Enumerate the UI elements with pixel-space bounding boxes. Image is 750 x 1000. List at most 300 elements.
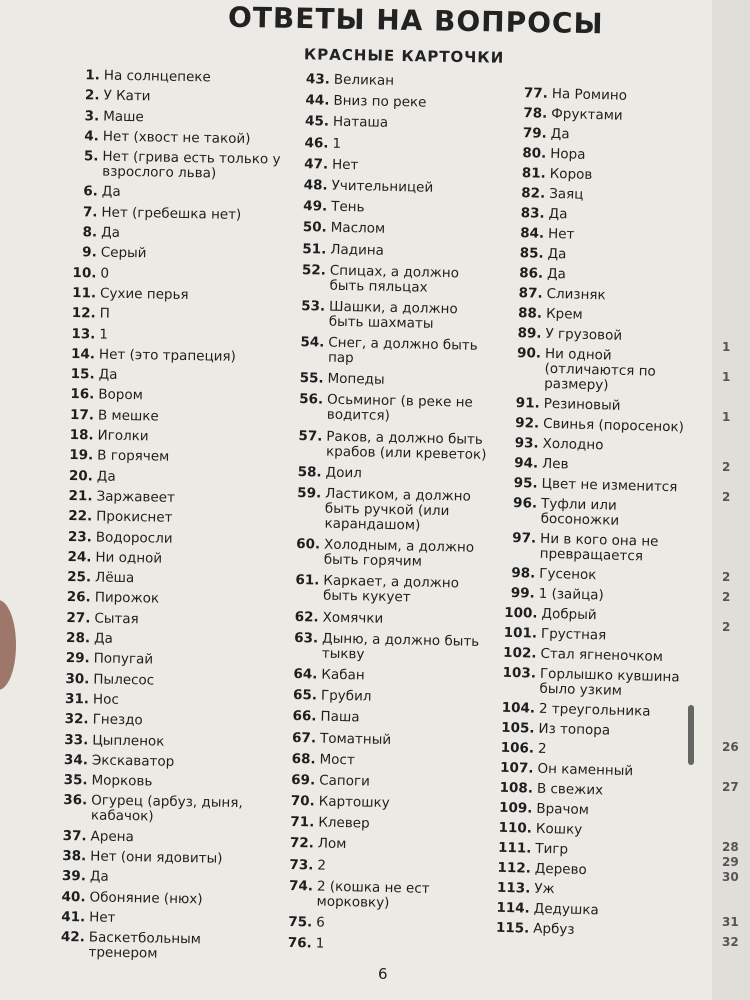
answer-text: Фруктами — [551, 105, 623, 124]
answer-number: 80. — [522, 145, 547, 162]
answer-number: 78. — [523, 105, 548, 122]
answer-item — [57, 910, 272, 929]
answer-number: 25. — [67, 569, 92, 586]
answer-text: Грубил — [320, 687, 372, 705]
answer-text: Кабан — [321, 666, 365, 684]
answer-number: 85. — [519, 245, 544, 262]
answer-text: У Кати — [103, 87, 151, 105]
answer-item — [63, 590, 278, 609]
answer-text: Дерево — [534, 860, 587, 879]
answer-text: Да — [93, 630, 114, 647]
answer-item — [296, 241, 496, 260]
answer-text: Ни одной — [95, 549, 163, 567]
answer-number: 97. — [512, 530, 537, 547]
answer-number: 88. — [517, 305, 543, 322]
answer-number: 20. — [68, 467, 94, 485]
answer-text: Паша — [320, 708, 360, 726]
answer-item — [68, 306, 283, 325]
answer-number: 38. — [62, 847, 87, 865]
answer-item — [62, 611, 277, 630]
answer-number: 64. — [293, 665, 318, 683]
answer-number: 45. — [304, 113, 330, 130]
answer-number: 77. — [523, 85, 549, 102]
adjacent-page-fragment: 2 — [722, 490, 731, 504]
answer-item — [517, 106, 707, 126]
answer-number: 34. — [63, 751, 89, 769]
answers-column-2 — [281, 72, 499, 961]
answer-item — [293, 371, 493, 390]
answer-text: Нет (гребешка нет) — [101, 204, 242, 223]
answer-item — [59, 773, 274, 792]
answer-text: Раков, а должно быть крабов (или креветок) — [325, 428, 487, 463]
answer-item — [63, 550, 278, 569]
answer-number: 103. — [502, 664, 537, 682]
answer-item — [65, 448, 280, 467]
answer-number: 105. — [500, 719, 535, 737]
answer-item — [299, 93, 499, 112]
answer-text: Из топора — [538, 720, 611, 739]
answer-number: 49. — [303, 198, 328, 215]
answer-number: 22. — [68, 508, 93, 525]
answer-number: 10. — [72, 264, 97, 282]
answer-text: Да — [89, 868, 109, 886]
answer-text: Баскетбольным тренером — [88, 929, 202, 962]
answer-number: 74. — [288, 877, 314, 895]
answer-number: 18. — [69, 427, 94, 444]
answer-text: П — [99, 305, 111, 322]
answer-item — [500, 761, 690, 781]
answer-item — [67, 327, 282, 346]
answer-number: 13. — [71, 325, 96, 343]
answer-item — [506, 531, 697, 566]
answer-number: 23. — [67, 528, 92, 545]
answer-text: Огурец (арбуз, дыня, кабачок) — [90, 792, 243, 825]
answer-item — [285, 752, 485, 771]
answer-number: 101. — [503, 624, 538, 642]
answer-item — [58, 849, 273, 868]
answer-number: 82. — [521, 185, 546, 202]
answer-item — [294, 335, 495, 369]
answer-number: 90. — [516, 345, 542, 362]
answer-text: Иголки — [97, 427, 149, 445]
answer-text: Нос — [92, 691, 119, 708]
answer-number: 100. — [503, 604, 538, 622]
answer-item — [505, 566, 695, 586]
adjacent-page-fragment: 1 — [722, 370, 731, 384]
answer-text: 6 — [316, 914, 325, 931]
answer-text: Кошку — [535, 820, 583, 838]
answer-text: Пылесос — [93, 671, 155, 689]
answer-number: 40. — [61, 888, 86, 905]
answer-item — [515, 186, 705, 206]
answer-text: Да — [96, 468, 116, 485]
answer-number: 66. — [292, 708, 317, 725]
finger-shadow — [0, 600, 16, 690]
answer-text: Ластиком, а должно быть ручкой (или карандашом) — [324, 485, 472, 534]
answer-text: Морковь — [91, 772, 153, 790]
answer-number: 72. — [289, 835, 315, 852]
answer-item — [518, 86, 708, 106]
answer-text: Лом — [317, 835, 347, 853]
answer-text: Серый — [100, 244, 147, 262]
answer-text: Сухие перья — [99, 285, 189, 304]
page-edge-shadow — [688, 705, 694, 765]
answer-number: 63. — [294, 629, 319, 647]
answer-text: Ни одной (отличаются по размеру) — [544, 345, 656, 394]
answer-number: 56. — [299, 391, 324, 408]
answer-text: Прокиснет — [96, 508, 173, 527]
answer-item — [298, 157, 498, 176]
answer-number: 106. — [500, 739, 535, 757]
answer-number: 86. — [518, 265, 544, 282]
answer-text: Гнездо — [92, 711, 143, 729]
answer-number: 28. — [65, 630, 91, 647]
answer-text: Ладина — [330, 241, 385, 259]
answer-number: 71. — [290, 814, 315, 831]
answer-number: 29. — [65, 650, 90, 667]
answer-text: 2 — [317, 857, 327, 874]
answer-number: 87. — [518, 285, 543, 302]
answer-text: Нет — [331, 156, 359, 173]
answer-text: Наташа — [332, 114, 389, 132]
answer-number: 27. — [66, 609, 91, 627]
answer-number: 16. — [70, 386, 95, 403]
answer-number: 83. — [520, 205, 545, 222]
answer-item — [503, 626, 693, 646]
answer-number: 92. — [515, 415, 540, 432]
answer-text: Водоросли — [95, 529, 173, 547]
answer-number: 6. — [83, 183, 98, 200]
answer-number: 107. — [499, 759, 534, 777]
answer-item — [498, 841, 688, 861]
answer-text: Каркает, а должно быть кукует — [322, 572, 460, 606]
answer-item — [69, 205, 284, 224]
section-subtitle: КРАСНЫЕ КАРТОЧКИ — [303, 45, 505, 67]
answer-text: Да — [100, 224, 121, 241]
answer-text: Доил — [325, 464, 362, 482]
answer-item — [510, 346, 701, 396]
answer-text: Осьминог (в реке не водится) — [326, 392, 473, 425]
answer-item — [282, 936, 482, 955]
answer-item — [67, 347, 282, 366]
answer-number: 95. — [513, 475, 538, 492]
answer-item — [285, 794, 485, 813]
answer-number: 104. — [501, 699, 536, 717]
answer-item — [282, 915, 482, 934]
adjacent-page-fragment: 26 — [722, 740, 739, 754]
answer-number: 17. — [69, 406, 95, 424]
answer-text: На солнцепеке — [103, 67, 211, 86]
answer-text: 1 — [332, 135, 342, 152]
page-title: ОТВЕТЫ НА ВОПРОСЫ — [227, 0, 604, 41]
answer-number: 81. — [521, 165, 546, 182]
answer-item — [502, 701, 692, 721]
answer-item — [292, 429, 493, 463]
answer-item — [513, 266, 703, 286]
answer-number: 15. — [70, 366, 95, 383]
answer-number: 33. — [64, 731, 89, 748]
answer-item — [60, 712, 275, 731]
answer-text: Добрый — [541, 605, 597, 624]
answer-text: Хомячки — [322, 609, 384, 627]
answer-item — [496, 921, 686, 941]
answer-text: Маше — [103, 108, 144, 125]
answer-number: 37. — [62, 827, 87, 845]
answer-text: Да — [548, 205, 568, 223]
answer-number: 76. — [287, 935, 312, 952]
answer-number: 5. — [83, 148, 99, 165]
answer-text: Великан — [333, 71, 395, 89]
answer-text: Да — [98, 366, 118, 383]
answer-item — [290, 537, 491, 571]
answer-text: Слизняк — [546, 285, 606, 304]
answer-number: 4. — [84, 128, 99, 145]
answer-item — [64, 529, 279, 548]
answer-number: 46. — [304, 134, 329, 152]
answer-text: Врачом — [536, 800, 590, 819]
page-number: 6 — [378, 965, 388, 983]
answer-item — [58, 869, 273, 888]
answer-number: 9. — [82, 244, 97, 261]
answer-item — [71, 109, 286, 128]
answer-text: 1 (зайца) — [538, 585, 605, 604]
answer-text: Сапоги — [319, 772, 370, 790]
answer-text: В свежих — [536, 780, 604, 799]
answer-item — [284, 836, 484, 855]
answer-item — [499, 801, 689, 821]
answer-text: Сытая — [94, 610, 139, 627]
answer-text: Арена — [90, 828, 134, 845]
answer-item — [516, 166, 706, 186]
answer-text: На Ромино — [551, 85, 628, 104]
answer-number: 44. — [305, 92, 330, 109]
answer-number: 68. — [291, 750, 316, 768]
answer-text: Резиновый — [543, 395, 621, 414]
answer-item — [66, 408, 281, 427]
answer-number: 61. — [295, 572, 320, 589]
answer-item — [498, 821, 688, 841]
adjacent-page-fragment: 2 — [722, 590, 731, 604]
answer-item — [502, 666, 693, 701]
answer-text: Тигр — [535, 840, 569, 858]
answer-number: 11. — [72, 285, 97, 302]
answer-text: 0 — [100, 265, 110, 282]
answer-item — [59, 793, 274, 827]
adjacent-page-fragment: 1 — [722, 410, 731, 424]
answer-number: 62. — [294, 608, 319, 626]
answer-item — [297, 199, 497, 218]
answer-number: 112. — [497, 859, 532, 877]
answer-item — [66, 387, 281, 406]
answer-item — [287, 667, 487, 686]
answer-number: 114. — [496, 899, 530, 917]
answer-number: 31. — [64, 690, 90, 708]
answer-number: 94. — [513, 455, 539, 472]
answer-text: Шашки, а должно быть шахматы — [328, 298, 458, 332]
answer-text: Дедушка — [533, 900, 599, 919]
answer-number: 54. — [300, 334, 325, 351]
answer-item — [503, 646, 693, 666]
answer-number: 8. — [82, 224, 98, 241]
answer-item — [295, 299, 496, 333]
answer-item — [504, 606, 694, 626]
answer-number: 26. — [66, 589, 91, 606]
answers-column-1 — [56, 68, 287, 969]
answer-item — [56, 930, 271, 964]
answer-number: 36. — [63, 792, 88, 809]
answer-item — [282, 879, 483, 913]
answer-number: 67. — [291, 729, 317, 746]
answer-item — [513, 246, 703, 266]
answer-text: Нет (это трапеция) — [98, 346, 237, 365]
answer-text: Маслом — [330, 219, 386, 238]
answer-text: Томатный — [319, 730, 392, 748]
answer-text: Уж — [534, 880, 555, 898]
answer-number: 91. — [515, 395, 540, 412]
answer-text: Спицах, а должно быть пяльцах — [329, 262, 460, 296]
answer-item — [509, 416, 699, 436]
answer-text: Арбуз — [533, 920, 575, 938]
answer-item — [500, 741, 690, 761]
answer-text: Нора — [550, 145, 586, 163]
answer-text: Мост — [319, 751, 355, 768]
answer-item — [68, 266, 283, 285]
adjacent-page-fragment: 2 — [722, 460, 731, 474]
answer-number: 3. — [84, 107, 100, 125]
answer-number: 89. — [517, 325, 542, 342]
answer-number: 24. — [67, 548, 92, 566]
answer-text: Цыпленок — [92, 731, 165, 750]
answer-item — [297, 178, 497, 197]
adjacent-page-edge — [712, 0, 750, 1000]
answer-item — [517, 126, 707, 146]
answer-text: Нет — [547, 225, 575, 243]
answer-text: Обоняние (нюх) — [89, 889, 203, 907]
answer-text: Тень — [331, 198, 365, 216]
answer-text: 1 — [99, 326, 109, 343]
answer-item — [505, 586, 695, 606]
answer-text: Да — [550, 125, 570, 143]
answer-number: 43. — [305, 71, 331, 88]
answer-number: 51. — [302, 240, 327, 258]
answer-item — [516, 146, 706, 166]
answer-item — [293, 392, 494, 426]
answer-text: Гусенок — [539, 565, 597, 584]
answer-item — [287, 688, 487, 707]
adjacent-page-fragment: 29 — [722, 855, 739, 869]
answer-item — [507, 476, 697, 496]
answer-number: 47. — [303, 155, 329, 173]
answer-item — [57, 889, 272, 908]
answer-text: Да — [101, 184, 121, 201]
answer-item — [283, 857, 483, 876]
answer-item — [297, 220, 497, 239]
adjacent-page-fragment: 2 — [722, 620, 731, 634]
answer-item — [64, 489, 279, 508]
answer-number: 50. — [302, 219, 327, 236]
answer-item — [286, 709, 486, 728]
answer-item — [63, 570, 278, 589]
answer-text: Коров — [549, 165, 593, 183]
answer-text: Холодным, а должно быть горячим — [323, 536, 475, 570]
answer-item — [514, 206, 704, 226]
adjacent-page-fragment: 28 — [722, 840, 739, 854]
answer-number: 102. — [502, 644, 537, 662]
answer-number: 110. — [498, 819, 533, 837]
answer-item — [61, 672, 276, 691]
adjacent-page-fragment: 1 — [722, 340, 731, 354]
answer-text: Горлышко кувшина было узким — [539, 665, 680, 699]
answer-text: Холодно — [542, 435, 604, 454]
answer-item — [67, 367, 282, 386]
answer-item — [61, 692, 276, 711]
answer-number: 58. — [297, 463, 322, 481]
answer-item — [497, 881, 687, 901]
answer-item — [497, 861, 687, 881]
answer-number: 55. — [299, 370, 324, 387]
answer-number: 109. — [498, 799, 533, 817]
answer-item — [300, 72, 500, 91]
answer-text: Лёша — [94, 569, 135, 587]
answer-item — [285, 773, 485, 792]
answer-item — [70, 149, 285, 183]
answer-text: Клевер — [318, 814, 370, 832]
answer-number: 111. — [497, 839, 532, 857]
answer-number: 108. — [499, 779, 534, 797]
adjacent-page-fragment: 2 — [722, 570, 731, 584]
answer-number: 12. — [71, 305, 96, 322]
answer-item — [512, 306, 702, 326]
answer-item — [506, 496, 697, 531]
answer-number: 48. — [303, 177, 328, 194]
answer-text: Крем — [545, 305, 583, 323]
answer-text: 1 — [315, 935, 325, 952]
answer-item — [72, 68, 287, 87]
answer-item — [284, 815, 484, 834]
answer-item — [289, 573, 490, 607]
answer-text: Нет — [89, 909, 116, 926]
answer-text: У грузовой — [545, 325, 623, 344]
answer-text: Он каменный — [537, 760, 634, 780]
answer-item — [71, 88, 286, 107]
answer-item — [58, 829, 273, 848]
answer-text: Нет (они ядовиты) — [90, 848, 223, 867]
answer-item — [288, 609, 488, 628]
answer-number: 30. — [65, 670, 90, 688]
answer-item — [511, 326, 701, 346]
answer-text: Заяц — [548, 185, 584, 203]
answer-number: 42. — [60, 929, 85, 946]
answer-text: 2 — [537, 740, 547, 757]
answer-item — [60, 732, 275, 751]
adjacent-page-fragment: 31 — [722, 915, 739, 929]
adjacent-page-fragment: 30 — [722, 870, 739, 884]
answer-item — [71, 129, 286, 148]
answer-item — [70, 184, 285, 203]
answer-item — [509, 396, 699, 416]
answer-number: 52. — [301, 261, 327, 279]
answer-item — [299, 114, 499, 133]
answer-text: Нет (хвост не такой) — [102, 128, 251, 148]
answer-number: 75. — [288, 913, 313, 931]
answer-item — [69, 245, 284, 264]
answer-number: 98. — [511, 564, 536, 582]
answer-text: Грустная — [540, 625, 607, 644]
answer-text: Свинья (поросенок) — [542, 415, 685, 436]
adjacent-page-fragment: 27 — [722, 780, 739, 794]
answer-text: Экскаватор — [91, 752, 175, 770]
answer-item — [508, 436, 698, 456]
